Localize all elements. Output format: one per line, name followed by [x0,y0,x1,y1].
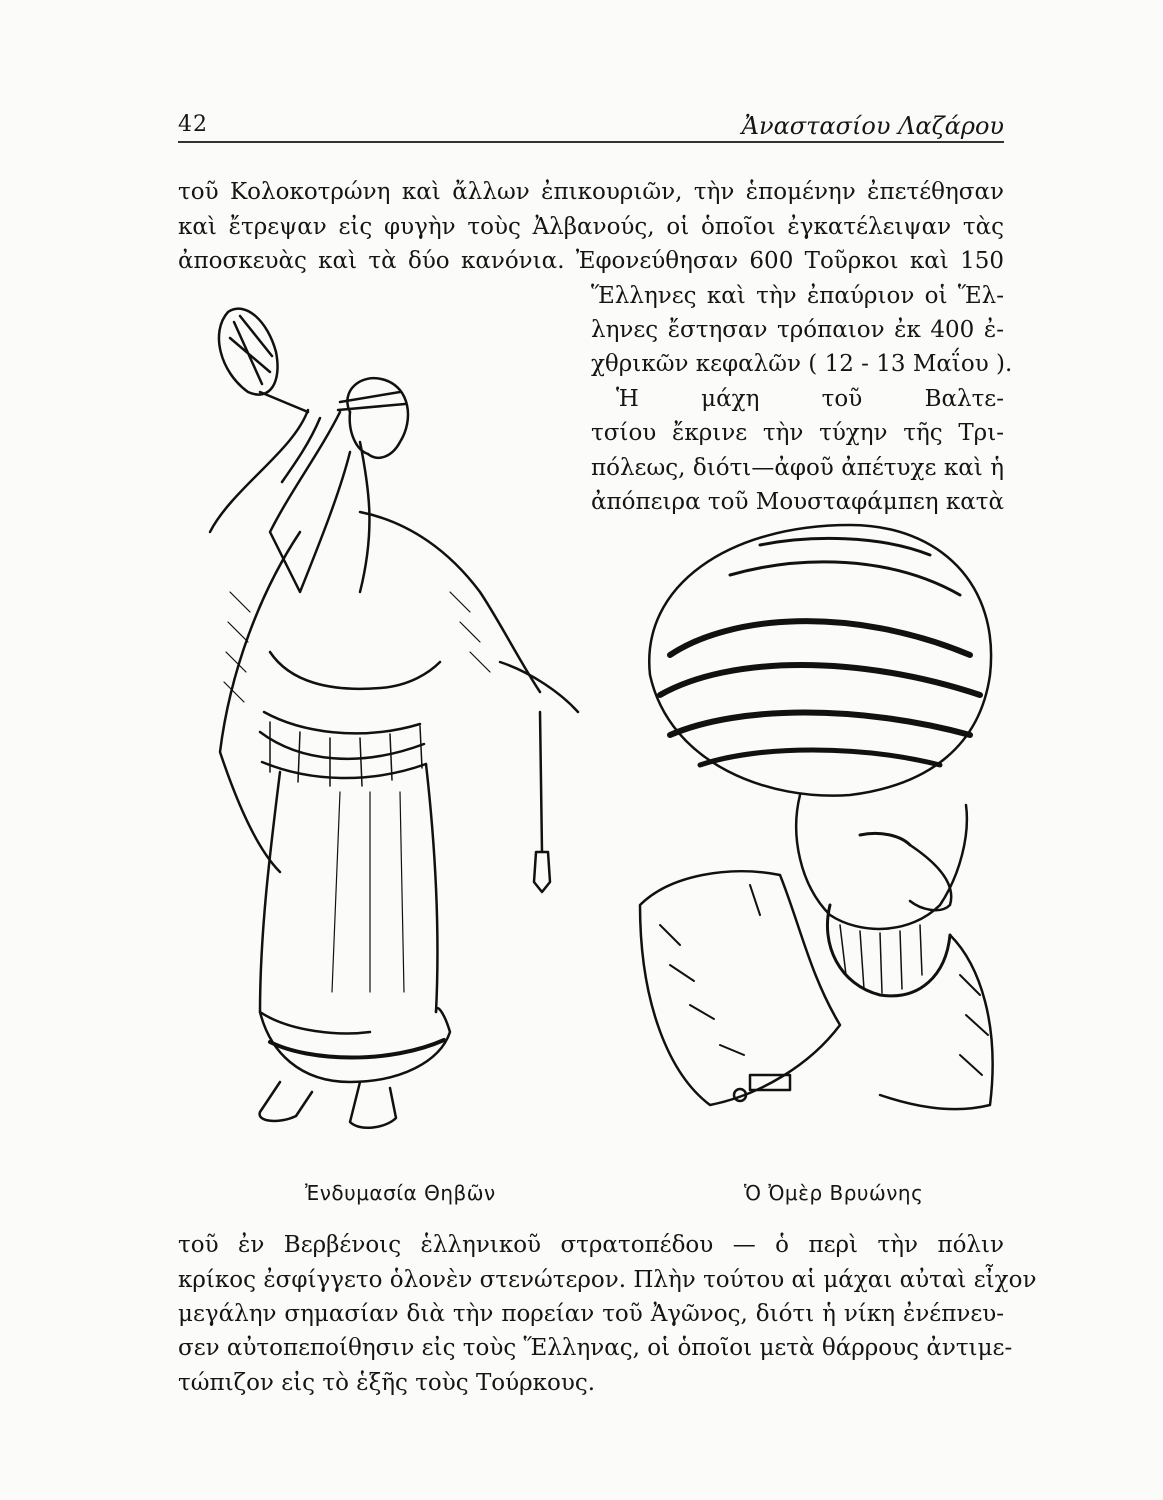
header-rule [178,141,1004,143]
text-line: κρίκος ἐσφίγγετο ὁλονὲν στενώτερον. Πλὴν τούτου αἱ μάχαι αὐταὶ εἶχον [178,1267,1037,1293]
running-head: Ἀναστασίου Λαζάρου [741,112,1004,140]
text-line: τσίου ἔκρινε τὴν τύχην τῆς Τρι- [591,420,1004,446]
omer-vryonis-portrait-illustration [610,505,1010,1135]
text-line: ἀπόπειρα τοῦ Μουσταφάμπεη κατὰ [591,489,1004,515]
left-figure-caption: Ἐνδυμασία Θηβῶν [305,1181,496,1205]
text-line: σεν αὐτοπεποίθησιν εἰς τοὺς Ἕλληνας, οἱ ὁποῖοι μετὰ θάρρους ἀντιμε- [178,1335,1013,1361]
page-number: 42 [178,112,208,137]
woman-figure-illustration [200,292,580,1172]
text-line: ἀποσκευὰς καὶ τὰ δύο κανόνια. Ἐφονεύθησαν 600 Τοῦρκοι καὶ 150 [178,248,1004,274]
text-line: χθρικῶν κεφαλῶν ( 12 - 13 Μαΐου ). [591,351,1013,377]
text-line: μεγάλην σημασίαν διὰ τὴν πορείαν τοῦ Ἀγῶνος, διότι ἡ νίκη ἐνέπνευ- [178,1301,1004,1327]
text-line: τοῦ ἐν Βερβένοις ἑλληνικοῦ στρατοπέδου — ὁ περὶ τὴν πόλιν [178,1232,1004,1258]
text-line: καὶ ἔτρεψαν εἰς φυγὴν τοὺς Ἀλβανούς, οἱ ὁποῖοι ἐγκατέλειψαν τὰς [178,214,1004,240]
text-line: τώπιζον εἰς τὸ ἑξῆς τοὺς Τούρκους. [178,1370,596,1396]
text-line: τοῦ Κολοκοτρώνη καὶ ἄλλων ἐπικουριῶν, τὴν ἑπομένην ἐπετέθησαν [178,179,1004,205]
text-line: Ἡ μάχη τοῦ Βαλτε- [616,386,1004,412]
text-line: ληνες ἔστησαν τρόπαιον ἐκ 400 ἐ- [591,317,1004,343]
page-header [178,108,1004,144]
right-figure-caption: Ὁ Ὀμὲρ Βρυώνης [744,1181,924,1205]
text-line: πόλεως, διότι—ἀφοῦ ἀπέτυχε καὶ ἡ [591,455,1004,481]
text-line: Ἕλληνες καὶ τὴν ἐπαύριον οἱ Ἕλ- [591,283,1004,309]
